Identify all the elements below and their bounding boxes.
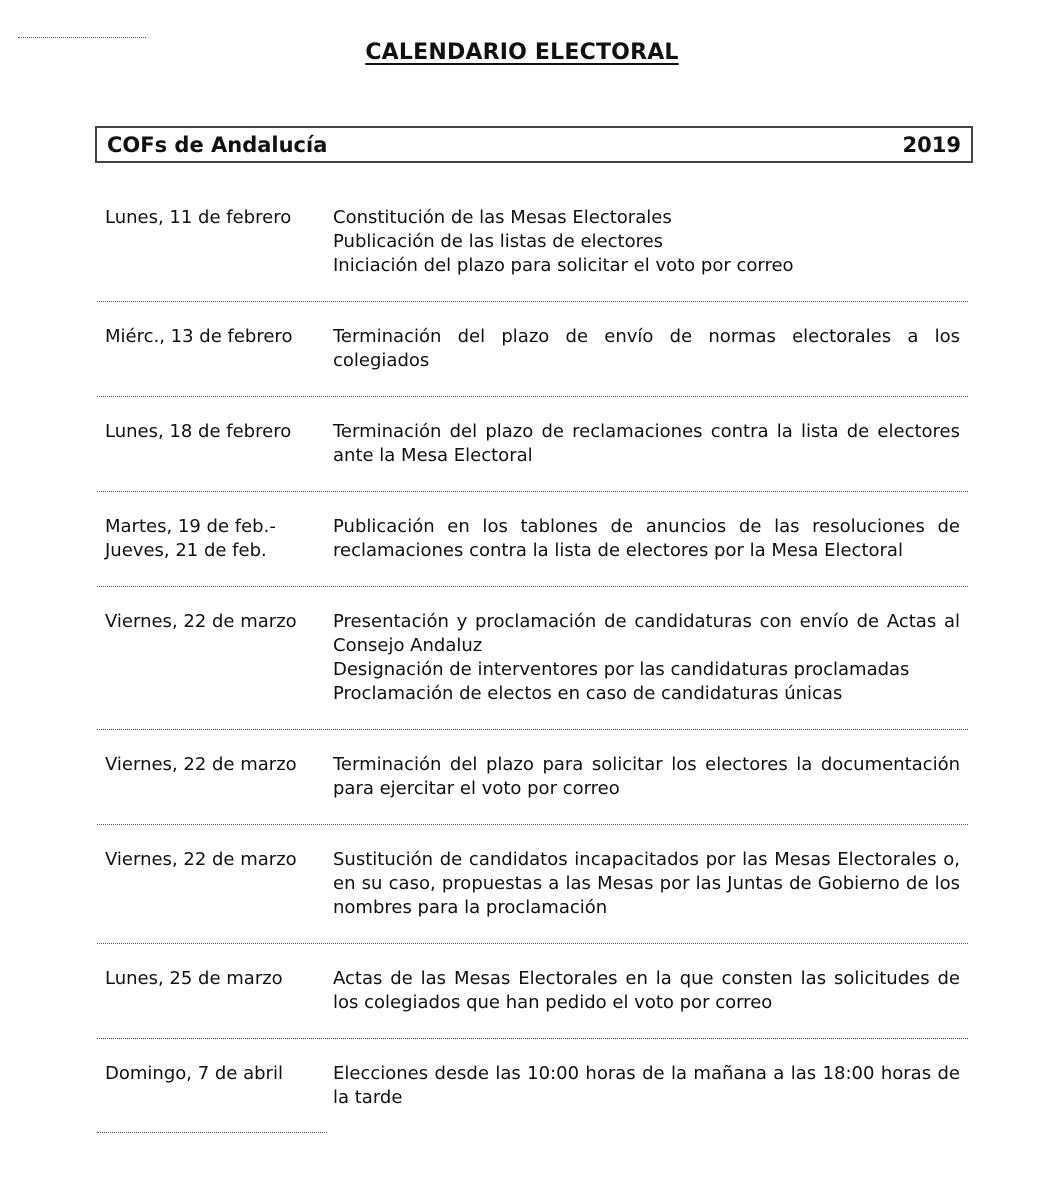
entry-description-line: Terminación del plazo para solicitar los electores la documentación para ejercitar el voto por correo [333, 754, 960, 799]
entry-description [333, 420, 960, 468]
entry-description [333, 1062, 960, 1110]
entry-description [333, 753, 960, 801]
entry-date: Viernes, 22 de marzo [105, 754, 297, 775]
entry-description-line: Constitución de las Mesas Electorales [333, 207, 672, 228]
dotted-separator [97, 301, 968, 302]
entry-description [333, 515, 960, 563]
entry-description-line: Elecciones desde las 10:00 horas de la mañana a las 18:00 horas de la tarde [333, 1063, 960, 1108]
calendar-entry [97, 420, 968, 468]
entry-description-line: Terminación del plazo de envío de normas electorales a los colegiados [333, 326, 960, 371]
dotted-separator [97, 824, 968, 825]
calendar-entry [97, 848, 968, 920]
document-title: CALENDARIO ELECTORAL [365, 40, 679, 65]
entry-description-line: Iniciación del plazo para solicitar el voto por correo [333, 255, 794, 276]
entry-description-line: Publicación en los tablones de anuncios de las resoluciones de reclamaciones contra la lista de electores por la Mesa Electoral [333, 516, 960, 561]
entry-date: Viernes, 22 de marzo [105, 611, 297, 632]
dotted-separator [97, 1038, 968, 1039]
calendar-entry [97, 206, 968, 278]
calendar-entries [97, 206, 968, 1133]
calendar-entry [97, 1062, 968, 1110]
header-year: 2019 [902, 132, 961, 157]
entry-description [333, 206, 960, 278]
entry-description [333, 325, 960, 373]
calendar-entry [97, 515, 968, 563]
dotted-separator [97, 396, 968, 397]
top-dotted-rule [18, 37, 146, 38]
entry-description-line: Sustitución de candidatos incapacitados por las Mesas Electorales o, en su caso, propuestas a las Mesas por las Juntas de Gobierno de los nombres para la proclamación [333, 849, 960, 918]
entry-description-line: Presentación y proclamación de candidaturas con envío de Actas al Consejo Andaluz [333, 611, 960, 656]
entry-description-line: Publicación de las listas de electores [333, 231, 664, 252]
header-organization: COFs de Andalucía [107, 132, 328, 157]
entry-date: Lunes, 18 de febrero [105, 421, 292, 442]
entry-date: Lunes, 25 de marzo [105, 968, 283, 989]
bottom-dotted-rule [97, 1132, 327, 1133]
calendar-entry [97, 967, 968, 1015]
dotted-separator [97, 943, 968, 944]
entry-date: Domingo, 7 de abril [105, 1063, 283, 1084]
dotted-separator [97, 586, 968, 587]
entry-date: Miérc., 13 de febrero [105, 326, 293, 347]
entry-description [333, 610, 960, 706]
entry-description [333, 848, 960, 920]
dotted-separator [97, 729, 968, 730]
calendar-entry [97, 610, 968, 706]
entry-description-line: Terminación del plazo de reclamaciones contra la lista de electores ante la Mesa Electoral [333, 421, 960, 466]
entry-description-line: Proclamación de electos en caso de candidaturas únicas [333, 683, 843, 704]
header-box [95, 126, 973, 163]
calendar-entry [97, 753, 968, 801]
entry-date: Lunes, 11 de febrero [105, 207, 292, 228]
entry-date: Martes, 19 de feb.- Jueves, 21 de feb. [105, 516, 276, 561]
entry-description [333, 967, 960, 1015]
calendar-entry [97, 325, 968, 373]
entry-description-line: Actas de las Mesas Electorales en la que consten las solicitudes de los colegiados que han pedido el voto por correo [333, 968, 960, 1013]
entry-date: Viernes, 22 de marzo [105, 849, 297, 870]
entry-description-line: Designación de interventores por las candidaturas proclamadas [333, 659, 910, 680]
dotted-separator [97, 491, 968, 492]
